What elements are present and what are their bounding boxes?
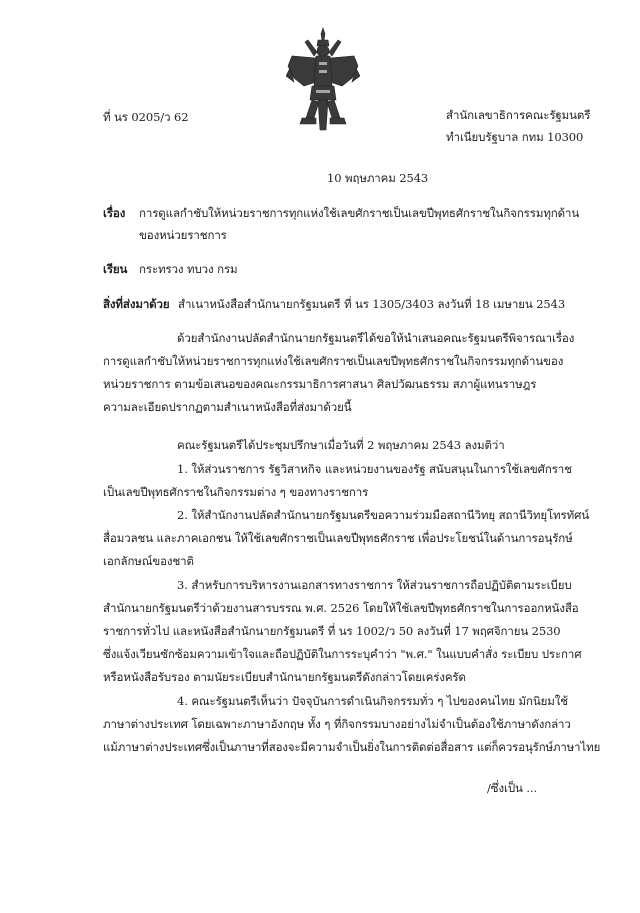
item-4-line: แม้ภาษาต่างประเทศซึ่งเป็นภาษาที่สองจะมีความจำเป็นยิ่งในการติดต่อสื่อสาร แต่ก็ควรอนุรักษ์ภาษาไทย bbox=[103, 740, 601, 754]
item-4-line: ภาษาต่างประเทศ โดยเฉพาะภาษาอังกฤษ ทั้ง ๆ ที่กิจกรรมบางอย่างไม่จำเป็นต้องใช้ภาษาดังกล่าว bbox=[103, 717, 571, 731]
enclosure-value: สำเนาหนังสือสำนักนายกรัฐมนตรี ที่ นร 1305/3403 ลงวันที่ 18 เมษายน 2543 bbox=[178, 297, 566, 311]
garuda-emblem bbox=[286, 26, 360, 132]
agency-address: ทำเนียบรัฐบาล กทม 10300 bbox=[446, 130, 584, 144]
continuation-marker: /ซึ่งเป็น ... bbox=[487, 781, 538, 795]
subject-line-1: การดูแลกำชับให้หน่วยราชการทุกแห่งใช้เลขศักราชเป็นเลขปีพุทธศักราชในกิจกรรมทุกด้าน bbox=[139, 206, 580, 220]
item-2-line: เอกลักษณ์ของชาติ bbox=[103, 554, 194, 568]
item-3-line: ราชการทั่วไป และหนังสือสำนักนายกรัฐมนตรี ที่ นร 1002/ว 50 ลงวันที่ 17 พฤศจิกายน 2530 bbox=[103, 624, 561, 638]
subject-line-2: ของหน่วยราชการ bbox=[139, 228, 227, 242]
intro-line: ด้วยสำนักงานปลัดสำนักนายกรัฐมนตรีได้ขอให้นำเสนอคณะรัฐมนตรีพิจารณาเรื่อง bbox=[177, 331, 575, 345]
item-3-line: สำนักนายกรัฐมนตรีว่าด้วยงานสารบรรณ พ.ศ. 2526 โดยให้ใช้เลขปีพุทธศักราชในการออกหนังสือ bbox=[103, 601, 579, 615]
item-3-line: หรือหนังสือรับรอง ตามนัยระเบียบสำนักนายกรัฐมนตรีดังกล่าวโดยเคร่งครัด bbox=[103, 670, 466, 684]
item-3-line: 3. สำหรับการบริหารงานเอกสารทางราชการ ให้ส่วนราชการถือปฏิบัติตามระเบียบ bbox=[177, 578, 572, 592]
issuing-agency: สำนักเลขาธิการคณะรัฐมนตรี bbox=[446, 108, 591, 122]
reference-number: ที่ นร 0205/ว 62 bbox=[103, 110, 189, 124]
subject-label: เรื่อง bbox=[103, 206, 126, 220]
recipient-value: กระทรวง ทบวง กรม bbox=[139, 262, 238, 276]
item-1-line: 1. ให้ส่วนราชการ รัฐวิสาหกิจ และหน่วยงานของรัฐ สนับสนุนในการใช้เลขศักราช bbox=[177, 462, 572, 476]
item-2-line: สื่อมวลชน และภาคเอกชน ให้ใช้เลขศักราชเป็นเลขปีพุทธศักราช เพื่อประโยชน์ในด้านการอนุรักษ์ bbox=[103, 531, 573, 545]
letter-date: 10 พฤษภาคม 2543 bbox=[327, 171, 429, 185]
intro-line: หน่วยราชการ ตามข้อเสนอของคณะกรรมาธิการศาสนา ศิลปวัฒนธรรม สภาผู้แทนราษฎร bbox=[103, 377, 537, 391]
intro-line: ความละเอียดปรากฏตามสำเนาหนังสือที่ส่งมาด้วยนี้ bbox=[103, 400, 352, 414]
item-3-line: ซึ่งแจ้งเวียนซักซ้อมความเข้าใจและถือปฏิบัติในการระบุคำว่า "พ.ศ." ในแบบคำสั่ง ระเบียบ ประกาศ bbox=[103, 647, 582, 661]
resolution-line: คณะรัฐมนตรีได้ประชุมปรึกษาเมื่อวันที่ 2 พฤษภาคม 2543 ลงมติว่า bbox=[177, 438, 505, 452]
intro-line: การดูแลกำชับให้หน่วยราชการทุกแห่งใช้เลขศักราชเป็นเลขปีพุทธศักราชในกิจกรรมทุกด้านของ bbox=[103, 354, 564, 368]
enclosure-label: สิ่งที่ส่งมาด้วย bbox=[103, 297, 170, 311]
item-4-line: 4. คณะรัฐมนตรีเห็นว่า ปัจจุบันการดำเนินกิจกรรมทั่ว ๆ ไปของคนไทย มักนิยมใช้ bbox=[177, 694, 568, 708]
recipient-label: เรียน bbox=[103, 262, 128, 276]
item-1-line: เป็นเลขปีพุทธศักราชในกิจกรรมต่าง ๆ ของทางราชการ bbox=[103, 485, 369, 499]
item-2-line: 2. ให้สำนักงานปลัดสำนักนายกรัฐมนตรีขอความร่วมมือสถานีวิทยุ สถานีวิทยุโทรทัศน์ bbox=[177, 508, 590, 522]
